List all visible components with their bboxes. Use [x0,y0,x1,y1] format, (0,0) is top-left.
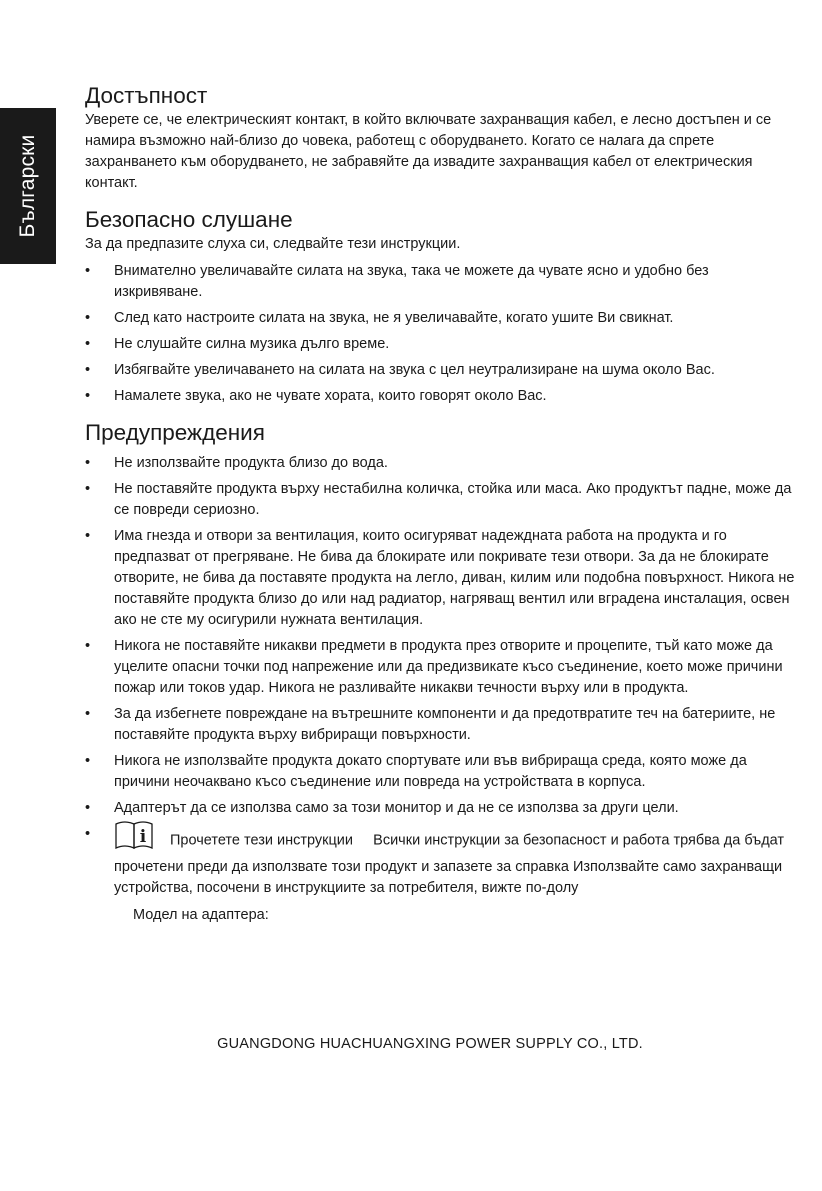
bullet-list [85,453,795,899]
list-item: • За да избегнете повреждане на вътрешните компоненти и да предотвратите теч на батериите, не поставяйте продукта върху вибриращи повърхности. [85,706,776,743]
list-item: • Адаптерът да се използва само за този монитор и да не се използва за други цели. [85,800,679,816]
section-paragraph: Уверете се, че електрическият контакт, в който включвате захранващия кабел, е лесно достъпен и се намира възможно най-близо до човека, работещ с оборудването. Когато се налага да спрете захранването към оборудването, не забравяйте да извадите захранващия кабел от електрическия контакт. [85,112,772,191]
language-side-tab [0,108,56,264]
list-item: • След като настроите силата на звука, не я увеличавайте, когато ушите Ви свикнат. [85,310,674,326]
section-safe-listening [85,206,795,407]
language-tab-label: Български [16,134,39,238]
list-item: • Има гнезда и отвори за вентилация, които осигуряват надеждната работа на продукта и го предпазват от прегряване. Не бива да блокирате или покривате тези отвори. За да не блокирате отворите, не бива да поставяте продукта на легло, диван, килим или подобна повърхност. Никога не поставяйте продукта близо до или над радиатор, нагряващ вентил или вградена инсталация, освен ако не сте му осигурили нужната вентилация. [85,528,795,628]
list-item: • Избягвайте увеличаването на силата на звука с цел неутрализиране на шума около Вас. [85,362,715,378]
list-item: • Никога не използвайте продукта докато спортувате или във вибрираща среда, която може да причини неочаквано късо съединение или повреда на устройствата в корпуса. [85,753,747,790]
document-body [85,82,795,938]
section-warnings [85,419,795,926]
list-item: • Никога не поставяйте никакви предмети в продукта през отворите и процепите, тъй като може да уцелите опасни точки под напрежение или да предизвикате късо съединение, което може причини пожар или токов удар. Никога не разливайте никакви течности върху или в продукта. [85,638,783,696]
bullet-list [85,261,795,407]
readme-lead: Прочетете тези инструкции [170,832,353,849]
svg-text:i: i [139,827,147,847]
section-accessibility [85,82,795,194]
section-paragraph: За да предпазите слуха си, следвайте тези инструкции. [85,236,461,252]
section-title: Достъпност [85,83,208,108]
list-item: • Внимателно увеличавайте силата на звука, така че можете да чувате ясно и удобно без изкривяване. [85,263,709,300]
section-title: Безопасно слушане [85,207,293,232]
section-title: Предупреждения [85,420,265,445]
list-item-readme: • i Прочетете тези инструкции Всички инструкции за безопасност и работа трябва да бъдат прочетени преди да използвате този продукт и запазете за справка Използвайте само захранващи устройства, посочени в инструкциите за потребителя, вижте по-долу [85,824,795,899]
list-item: • Не слушайте силна музика дълго време. [85,336,390,352]
list-item: • Не използвайте продукта близо до вода. [85,455,388,471]
company-name: GUANGDONG HUACHUANGXING POWER SUPPLY CO., LTD. [217,1036,643,1052]
list-item: • Не поставяйте продукта върху нестабилна количка, стойка или маса. Ако продуктът падне, може да се повреди сериозно. [85,481,792,518]
list-item: • Намалете звука, ако не чувате хората, които говорят около Вас. [85,388,547,404]
book-info-icon [114,818,154,857]
readme-text: Всички инструкции за безопасност и работа трябва да бъдат прочетени преди да използвате този продукт и запазете за справка Използвайте само захранващи устройства, посочени в инструкциите за потребителя, вижте по-долу [114,832,785,896]
adapter-model-label: Модел на адаптера: [133,907,269,923]
